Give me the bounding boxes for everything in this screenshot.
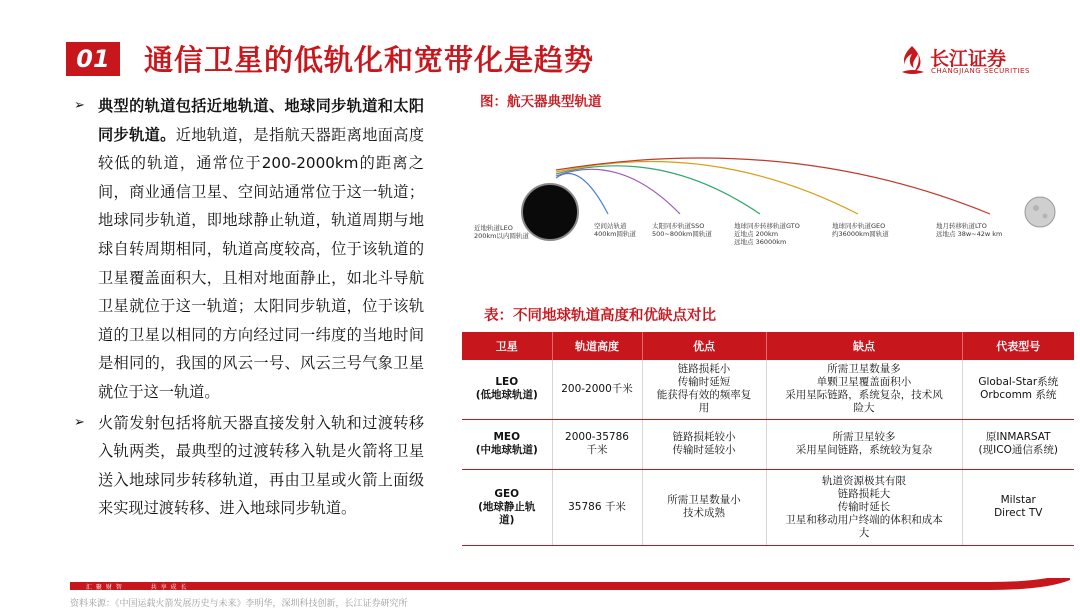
company-logo	[898, 44, 1038, 78]
cell-height: 35786 千米	[552, 469, 642, 545]
orbit-comparison-table	[462, 332, 1074, 546]
table-header-row	[462, 332, 1074, 360]
table-row	[462, 419, 1074, 469]
moon-circle	[1025, 197, 1055, 227]
bullet-orbits	[74, 92, 424, 407]
col-header-cons: 缺点	[766, 332, 962, 360]
bullet-orbits-text: 近地轨道，是指航天器距离地面高度较低的轨道，通常位于200-2000km的距离之间，商业通信卫星、空间站通常位于这一轨道；地球同步轨道，即地球静止轨道，轨道周期与地球自转周期相同，轨道高度较高，位于该轨道的卫星覆盖面积大，且相对地面静止，如北斗导航卫星就位于这一轨道；太阳同步轨道，位于该轨道的卫星以相同的方向经过同一纬度的当地时间是相同的，我国的风云一号、风云三号气象卫星就位于这一轨道。	[98, 125, 425, 401]
cell-pros: 链路损耗小 传输时延短 能获得有效的频率复 用	[642, 360, 766, 419]
logo-text-en: CHANGJIANG SECURITIES	[931, 67, 1030, 75]
figure-caption: 图：航天器典型轨道	[480, 94, 602, 110]
bullet-orbits-lead: 典型的轨道包括近地轨道、地球同步轨道和太阳同步轨道。	[98, 97, 424, 144]
col-header-satellite: 卫星	[462, 332, 552, 360]
logo-text-cn: 长江证券	[930, 48, 1007, 70]
cell-height: 200-2000千米	[552, 360, 642, 419]
cell-satellite: GEO (地球静止轨 道)	[462, 469, 552, 545]
cell-satellite: MEO (中地球轨道)	[462, 419, 552, 469]
orbit-detail2-gto: 远地点 36000km	[734, 238, 787, 246]
table-row	[462, 469, 1074, 545]
bullet-launch	[74, 409, 424, 523]
orbit-detail-sso: 500~800km圆轨道	[652, 230, 712, 238]
cell-satellite: LEO (低地球轨道)	[462, 360, 552, 419]
earth-circle	[522, 184, 578, 240]
orbit-label-gto: 地球同步转移轨道GTO	[734, 222, 800, 230]
cell-height: 2000-35786 千米	[552, 419, 642, 469]
cell-cons: 轨道资源极其有限 链路损耗大 传输时延长 卫星和移动用户终端的体积和成本 大	[766, 469, 962, 545]
page-title: 通信卫星的低轨化和宽带化是趋势	[144, 43, 595, 77]
cell-cons: 所需卫星较多 采用星间链路，系统较为复杂	[766, 419, 962, 469]
col-header-models: 代表型号	[962, 332, 1074, 360]
source-note: 资料来源：《中国运载火箭发展历史与未来》李明华，深圳科技创新，长江证券研究所	[70, 599, 408, 608]
col-header-height: 轨道高度	[552, 332, 642, 360]
body-text	[74, 92, 424, 523]
arrow-bullet-icon: ➢	[74, 98, 85, 113]
orbit-label-lto: 地月转移轨道LTO	[936, 222, 987, 230]
section-number-badge: 01	[66, 42, 120, 76]
logo-flame-icon	[898, 44, 926, 78]
cell-models: Global-Star系统 Orbcomm 系统	[962, 360, 1074, 419]
cell-pros: 所需卫星数量小 技术成熟	[642, 469, 766, 545]
col-header-pros: 优点	[642, 332, 766, 360]
orbit-diagram	[470, 150, 1080, 260]
orbit-detail-geo: 约36000km圆轨道	[832, 230, 889, 238]
cell-pros: 链路损耗较小 传输时延较小	[642, 419, 766, 469]
orbit-label-station: 空间站轨道	[594, 222, 627, 230]
orbit-detail-lto: 远地点 38w~42w km	[936, 230, 1003, 238]
cell-models: Milstar Direct TV	[962, 469, 1074, 545]
orbit-detail-gto: 近地点 200km	[734, 230, 779, 238]
orbit-label-geo: 地球同步轨道GEO	[832, 222, 886, 230]
orbit-arc-gto	[556, 166, 760, 214]
orbit-detail-leo: 200km以内圆轨道	[474, 232, 530, 240]
cell-models: 原INMARSAT (现ICO通信系统)	[962, 419, 1074, 469]
footer-red-bar	[70, 578, 1070, 592]
table-row	[462, 360, 1074, 419]
footer-slogan: 汇 聚 财 智 共 享 成 长	[86, 584, 188, 591]
cell-cons: 所需卫星数量多 单颗卫星覆盖面积小 采用星际链路，系统复杂，技术风 险大	[766, 360, 962, 419]
bullet-launch-text: 火箭发射包括将航天器直接发射入轨和过渡转移入轨两类，最典型的过渡转移入轨是火箭将卫星送入地球同步转移轨道，再由卫星或火箭上面级来实现过渡转移、进入地球同步轨道。	[98, 413, 424, 518]
orbit-label-leo: 近地轨道LEO	[474, 224, 513, 232]
table-caption: 表：不同地球轨道高度和优缺点对比	[484, 308, 716, 324]
arrow-bullet-icon: ➢	[74, 414, 85, 430]
orbit-label-sso: 太阳同步轨道SSO	[652, 222, 705, 230]
orbit-detail-station: 400km圆轨道	[594, 230, 637, 238]
